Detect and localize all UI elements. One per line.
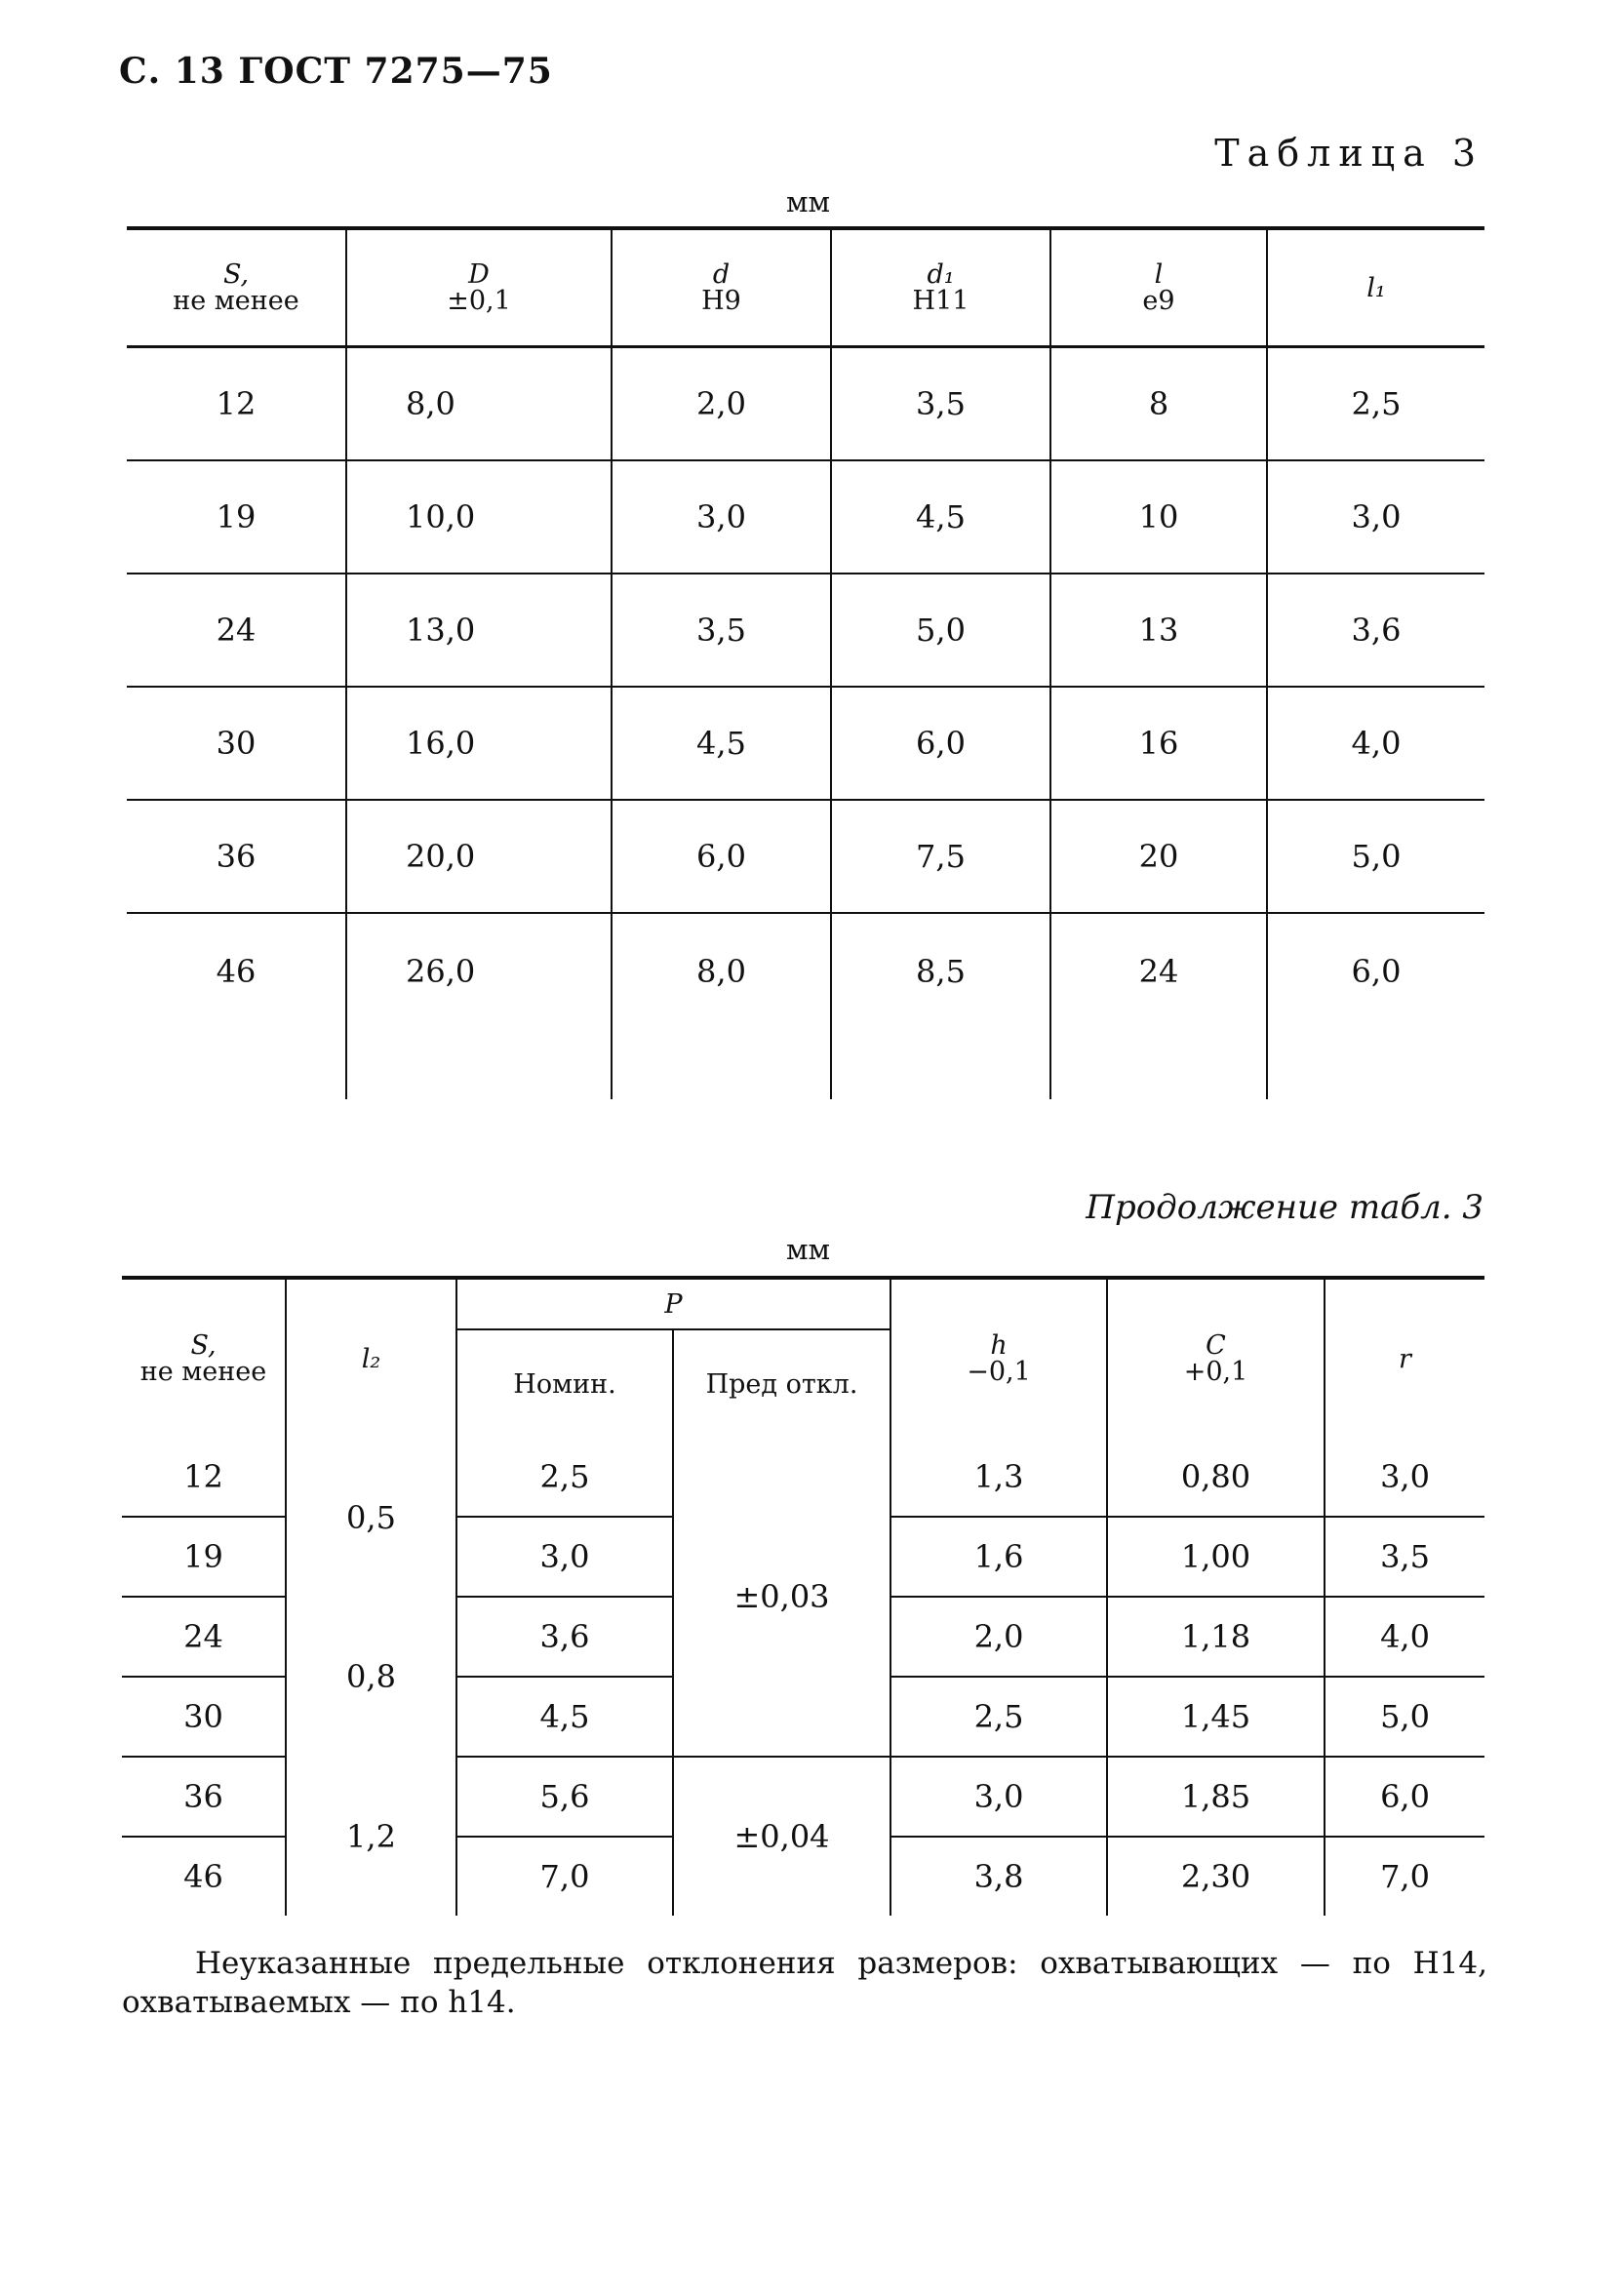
col-header-s: S, не менее [127, 228, 346, 347]
cell-l1: 4,0 [1267, 687, 1484, 800]
col-header-s: S, не менее [122, 1278, 286, 1438]
col-header-p-dev: Пред откл. [673, 1329, 890, 1438]
cell-d-outer: 16,0 [346, 687, 612, 800]
cell-d: 8,0 [612, 913, 831, 1099]
col-header-l: l e9 [1050, 228, 1267, 347]
cell-l: 20 [1050, 800, 1267, 913]
cell-p-nom: 7,0 [456, 1837, 673, 1916]
cell-d1: 8,5 [831, 913, 1050, 1099]
cell-p-nom: 3,0 [456, 1517, 673, 1597]
cell-c: 1,85 [1107, 1757, 1325, 1837]
cell-d-outer: 13,0 [346, 574, 612, 687]
cell-c: 1,45 [1107, 1677, 1325, 1757]
cell-d: 6,0 [612, 800, 831, 913]
cell-p-nom: 2,5 [456, 1438, 673, 1517]
cell-c: 1,18 [1107, 1597, 1325, 1677]
cell-d1: 3,5 [831, 347, 1050, 461]
cell-d: 4,5 [612, 687, 831, 800]
cell-l: 13 [1050, 574, 1267, 687]
cell-p-nom: 3,6 [456, 1597, 673, 1677]
col-header-p-nom: Номин. [456, 1329, 673, 1438]
cell-s: 12 [122, 1438, 286, 1517]
footnote-line-1: Неуказанные предельные отклонения размеров: охватывающих — по H14, [195, 1946, 1487, 1981]
cell-s: 30 [127, 687, 346, 800]
table-row [127, 800, 1484, 913]
cell-l: 24 [1050, 913, 1267, 1099]
cell-r: 3,5 [1325, 1517, 1484, 1597]
footnote-line-2: охватываемых — по h14. [122, 1985, 516, 2020]
table-row [127, 687, 1484, 800]
cell-s: 24 [127, 574, 346, 687]
cell-l1: 5,0 [1267, 800, 1484, 913]
cell-l1: 3,0 [1267, 460, 1484, 574]
cell-s: 19 [122, 1517, 286, 1597]
table-continuation-title: Продолжение табл. 3 [1086, 1188, 1484, 1227]
table-row [127, 913, 1484, 1099]
page-header: С. 13 ГОСТ 7275—75 [119, 51, 553, 92]
cell-s: 12 [127, 347, 346, 461]
cell-h: 3,0 [890, 1757, 1107, 1837]
cell-l: 8 [1050, 347, 1267, 461]
col-header-l2: l₂ [286, 1278, 456, 1438]
col-header-c: C +0,1 [1107, 1278, 1325, 1438]
table-header-row [127, 228, 1484, 347]
col-header-d1: d₁ H11 [831, 228, 1050, 347]
cell-l1: 6,0 [1267, 913, 1484, 1099]
cell-h: 2,5 [890, 1677, 1107, 1757]
cell-s: 36 [122, 1757, 286, 1837]
cell-d-outer: 8,0 [346, 347, 612, 461]
footnote [122, 1944, 1487, 2022]
cell-d: 3,0 [612, 460, 831, 574]
table-3 [127, 226, 1484, 1099]
cell-r: 5,0 [1325, 1677, 1484, 1757]
cell-d: 3,5 [612, 574, 831, 687]
cell-d: 2,0 [612, 347, 831, 461]
cell-s: 19 [127, 460, 346, 574]
table-3-continuation [122, 1276, 1484, 1916]
cell-r: 7,0 [1325, 1837, 1484, 1916]
col-header-p: P [456, 1278, 890, 1329]
cell-l: 16 [1050, 687, 1267, 800]
table-title: Таблица 3 [1214, 132, 1484, 175]
cell-h: 2,0 [890, 1597, 1107, 1677]
cell-s: 46 [183, 1858, 223, 1895]
table-units: мм [786, 185, 831, 218]
cell-d-outer: 10,0 [346, 460, 612, 574]
cell-r: 6,0 [1325, 1757, 1484, 1837]
cell-p-dev: ±0,03 [673, 1438, 890, 1757]
cell-c: 0,80 [1107, 1438, 1325, 1517]
table-row [127, 460, 1484, 574]
cell-p-nom: 4,5 [456, 1677, 673, 1757]
cell-s: 36 [127, 800, 346, 913]
col-header-h: h −0,1 [890, 1278, 1107, 1438]
table-units-2: мм [786, 1233, 831, 1266]
cell-p-nom: 5,6 [456, 1757, 673, 1837]
col-header-d: d H9 [612, 228, 831, 347]
cell-c: 1,00 [1107, 1517, 1325, 1597]
cell-d1: 7,5 [831, 800, 1050, 913]
cell-p-dev: ±0,04 [673, 1757, 890, 1916]
table-row [122, 1757, 1484, 1837]
cell-h: 3,8 [890, 1837, 1107, 1916]
cell-d1: 5,0 [831, 574, 1050, 687]
table-row [127, 347, 1484, 461]
cell-l2: 1,2 [286, 1757, 456, 1916]
cell-r: 4,0 [1325, 1597, 1484, 1677]
table-row [127, 574, 1484, 687]
cell-s: 24 [122, 1597, 286, 1677]
cell-r: 3,0 [1325, 1438, 1484, 1517]
table-row [122, 1438, 1484, 1517]
cell-l2: 0,5 [286, 1438, 456, 1597]
cell-l2: 0,8 [286, 1597, 456, 1757]
col-header-l1: l₁ [1267, 228, 1484, 347]
cell-l: 10 [1050, 460, 1267, 574]
cell-d-outer: 20,0 [346, 800, 612, 913]
table-header-row [122, 1278, 1484, 1329]
cell-c: 2,30 [1107, 1837, 1325, 1916]
cell-s: 46 [216, 953, 257, 990]
cell-l1: 2,5 [1267, 347, 1484, 461]
col-header-d-outer: D ±0,1 [346, 228, 612, 347]
cell-d1: 4,5 [831, 460, 1050, 574]
cell-h: 1,6 [890, 1517, 1107, 1597]
cell-d1: 6,0 [831, 687, 1050, 800]
col-header-r: r [1325, 1278, 1484, 1438]
cell-l1: 3,6 [1267, 574, 1484, 687]
cell-s: 30 [122, 1677, 286, 1757]
cell-d-outer: 26,0 [346, 913, 612, 1099]
cell-h: 1,3 [890, 1438, 1107, 1517]
